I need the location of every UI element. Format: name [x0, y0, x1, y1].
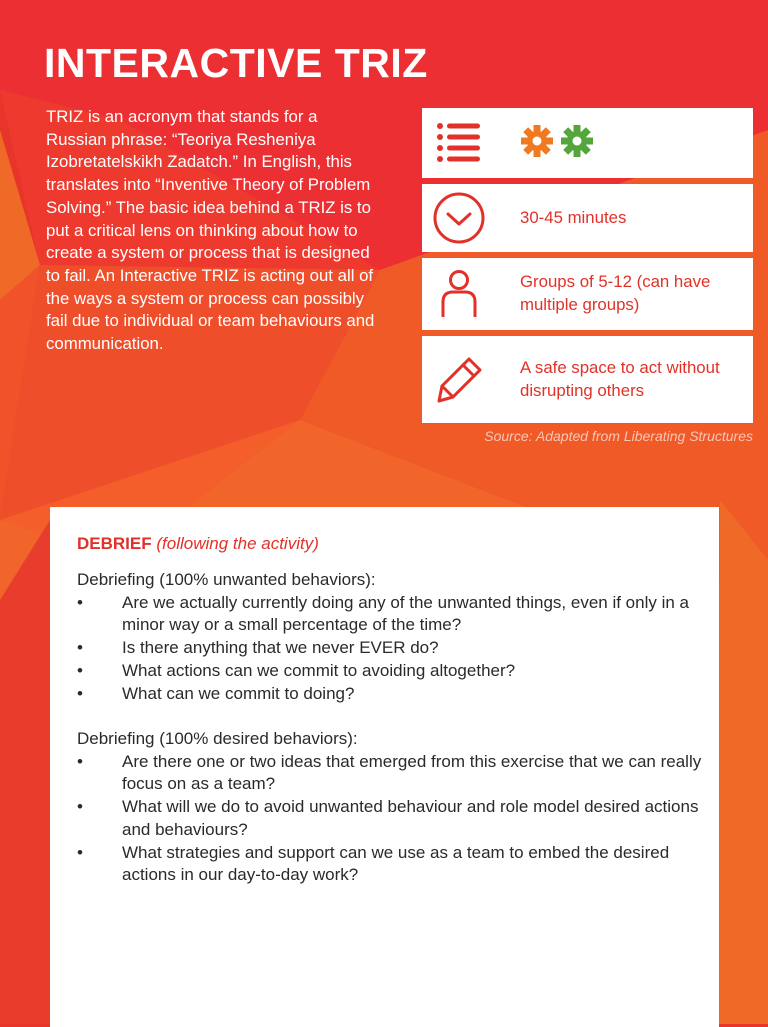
bullet: • [77, 797, 83, 817]
question-text: What can we commit to doing? [122, 683, 355, 703]
list-item [77, 683, 707, 706]
list-item [77, 592, 707, 637]
gears-group [520, 124, 594, 163]
group-size-text: Groups of 5-12 (can have multiple groups) [520, 272, 711, 314]
bullet: • [77, 842, 83, 862]
list-item [77, 842, 707, 887]
source-note: Source: Adapted from Liberating Structures [484, 428, 753, 444]
bullet: • [77, 592, 83, 612]
debrief-heading [77, 534, 319, 554]
question-text: Are we actually currently doing any of the unwanted things, even if only in a minor way or a small percentage of the time? [122, 592, 690, 635]
list-icon [424, 122, 494, 164]
clock-icon [424, 191, 494, 245]
list-item [77, 637, 707, 660]
list-item [77, 796, 707, 841]
question-text: What will we do to avoid unwanted behaviour and role model desired actions and behaviours? [122, 797, 699, 839]
space-card [422, 336, 753, 423]
pencil-icon [424, 355, 494, 405]
person-icon [424, 269, 494, 319]
debrief-group-desired [77, 728, 707, 887]
question-list [77, 592, 707, 706]
debrief-panel [50, 507, 719, 1027]
bullet: • [77, 638, 83, 658]
intro-paragraph: TRIZ is an acronym that stands for a Russian phrase: “Teoriya Resheniya Izobretatelskikh Zadatch.” In English, this translates into “Inventive Theory of Problem Solving.” The basic idea behind a TRIZ is to put a critical lens on thinking about how to create a system or process that is designed to fail. An Interactive TRIZ is acting out all of the ways a system or process can possibly fail due to individual or team behaviours and communication. [46, 107, 375, 354]
debrief-group-unwanted [77, 569, 707, 705]
gear-icon-green [560, 124, 594, 163]
question-text: Are there one or two ideas that emerged from this exercise that we can really focus on as a team? [122, 751, 702, 794]
page-title: INTERACTIVE TRIZ [44, 40, 428, 86]
question-text: What strategies and support can we use as a team to embed the desired actions in our day-to-day work? [122, 842, 670, 885]
bullet: • [77, 751, 83, 771]
debrief-label: DEBRIEF [77, 534, 152, 553]
materials-card [422, 108, 753, 178]
question-list [77, 751, 707, 887]
bullet: • [77, 660, 83, 680]
space-text: A safe space to act without disrupting others [520, 357, 720, 400]
group-size-card [422, 258, 753, 330]
question-text: What actions can we commit to avoiding altogether? [122, 660, 516, 680]
list-item [77, 660, 707, 683]
debrief-subtitle: (following the activity) [156, 534, 319, 553]
question-text: Is there anything that we never EVER do? [122, 638, 439, 658]
bullet: • [77, 683, 83, 703]
gear-icon-orange [520, 124, 554, 163]
list-item [77, 751, 707, 796]
time-card [422, 184, 753, 252]
group-heading: Debriefing (100% unwanted behaviors): [77, 570, 376, 589]
time-text: 30-45 minutes [520, 207, 627, 227]
group-heading: Debriefing (100% desired behaviors): [77, 729, 358, 748]
